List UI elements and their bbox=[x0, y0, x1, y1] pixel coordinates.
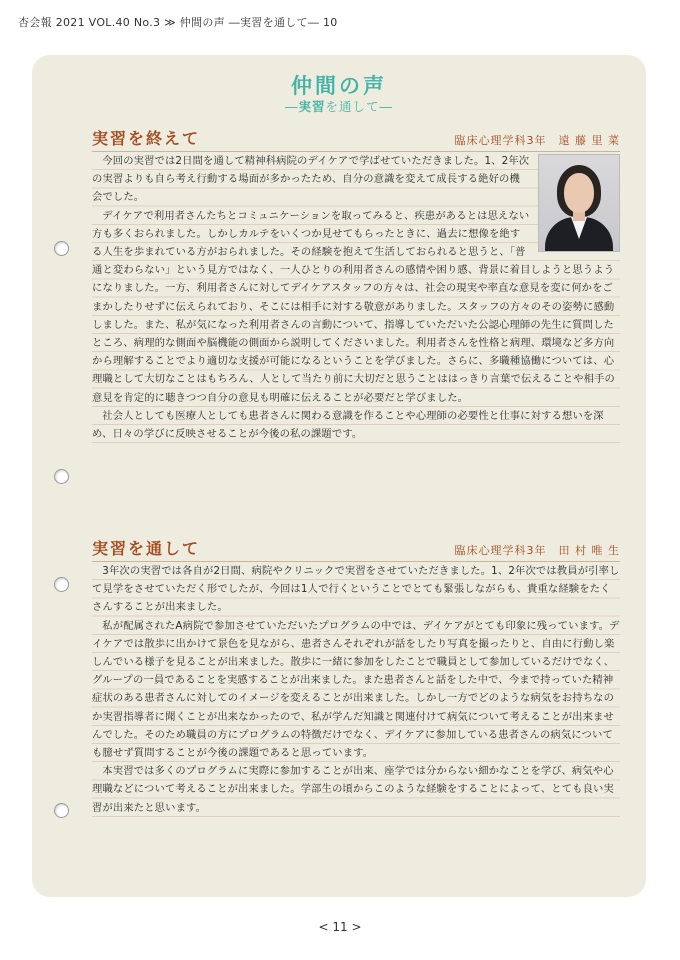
paragraph: 今回の実習では2日間を通して精神科病院のデイケアで学ばせていただきました。1、2年次の実習よりも自ら考え行動する場面が多かったため、自分の意識を変えて成長する絶好の機会でした。 bbox=[92, 155, 530, 204]
paragraph: 3年次の実習では各自が2日間、病院やクリニックで実習をさせていただきました。1、2年次では教員が引率して見学をさせていただく形でしたが、今回は1人で行くということでとても緊張しながらも、貴重な経験をたくさんすることが出来ました。 bbox=[92, 565, 620, 614]
section-author bbox=[455, 132, 621, 148]
subtitle-bold: 実習 bbox=[298, 99, 326, 114]
author-name: 田 村 唯 生 bbox=[558, 544, 620, 557]
subtitle-dash: ― bbox=[284, 99, 299, 114]
section-title: 実習を通して bbox=[92, 539, 201, 558]
paragraph: 本実習では多くのプログラムに実際に参加することが出来、座学では分からない細かなことを学び、病気や心理職などについて考えることが出来ました。学部生の頃からこのような経験をすることによって、とても良い実習が出来たと思います。 bbox=[92, 765, 614, 814]
article-body bbox=[92, 152, 620, 443]
notebook-page bbox=[32, 55, 646, 897]
section-title: 実習を終えて bbox=[92, 129, 201, 148]
page-subtitle bbox=[32, 99, 646, 115]
subtitle-rest: を通して― bbox=[325, 99, 394, 114]
binder-ring-hole bbox=[54, 469, 69, 484]
section-header bbox=[92, 129, 620, 152]
author-department: 臨床心理学科3年 bbox=[454, 544, 547, 557]
paragraph: 社会人としても医療人としても患者さんに関わる意識を作ることや心理師の必要性と仕事に対する想いを深め、日々の学びに反映させることが今後の私の課題です。 bbox=[92, 409, 604, 441]
author-department: 臨床心理学科3年 bbox=[454, 134, 547, 147]
section-author bbox=[455, 542, 621, 558]
author-photo bbox=[538, 154, 620, 252]
running-header: 杏会報 2021 VOL.40 No.3 ≫ 仲間の声 ―実習を通して― 10 bbox=[18, 16, 338, 29]
binder-ring-hole bbox=[54, 241, 69, 256]
page-number: < 11 > bbox=[318, 920, 362, 934]
binder-ring-hole bbox=[54, 577, 69, 592]
title-block bbox=[32, 73, 646, 115]
page-title: 仲間の声 bbox=[291, 74, 387, 98]
article-section bbox=[92, 539, 620, 817]
author-name: 遠 藤 里 菜 bbox=[558, 134, 620, 147]
paragraph: 私が配属されたA病院で参加させていただいたプログラムの中では、デイケアがとても印象に残っています。デイケアでは散歩に出かけて景色を見ながら、患者さんそれぞれが話をしたり写真を撮ったりと、自由に行動し楽しんでいる様子を見ることが出来ました。散歩に一緒に参加をしたことで職員として参加しているだけでなく、グループの一員であることを実感することが出来ました。また患者さんと話をした中で、今まで持っていた精神症状のある患者さんに対してのイメージを変えることが出来ました。しかし一方でどのような病気をお持ちなのか実習指導者に聞くことが出来なかったので、私が学んだ知識と関連付けて病気について考えることが出来ませんでした。そのため職員の方にプログラムの特徴だけでなく、デイケアに参加している患者さんの病気についても臆せず質問することが今後の課題であると思っています。 bbox=[92, 619, 620, 760]
binder-ring-hole bbox=[54, 803, 69, 818]
section-header bbox=[92, 539, 620, 562]
article-body bbox=[92, 562, 620, 817]
article-section bbox=[92, 129, 620, 443]
paragraph: デイケアで利用者さんたちとコミュニケーションを取ってみると、疾患があるとは思えない方も多くおられました。しかしカルテをいくつか見せてもらったときに、過去に想像を絶する人生を歩まれている方がおられました。その経験を抱えて生活しておられると思うと、「普通と変わらない」という見方ではなく、一人ひとりの利用者さんの感情や困り感、背景に着目しようと思うようになりました。一方、利用者さんに対してデイケアスタッフの方々は、社会の現実や率直な意見を変に何かをごまかしたりせずに伝えられており、そこには相手に対する敬意がありました。スタッフの方々のその姿勢に感動しました。また、私が気になった利用者さんの言動について、指導していただいた公認心理師の先生に質問したところ、病理的な側面や脳機能の側面から説明してくださいました。利用者さんを性格と病理、環境など多方向から理解することでより適切な支援が可能になるということを学びました。さらに、多職種協働については、心理職として大切なことはもちろん、人として当たり前に大切だと思うことははっきり言葉で伝えることや相手の意見を肯定的に聴きつつ自分の意見も明確に伝えることが必要だと学びました。 bbox=[92, 209, 615, 404]
